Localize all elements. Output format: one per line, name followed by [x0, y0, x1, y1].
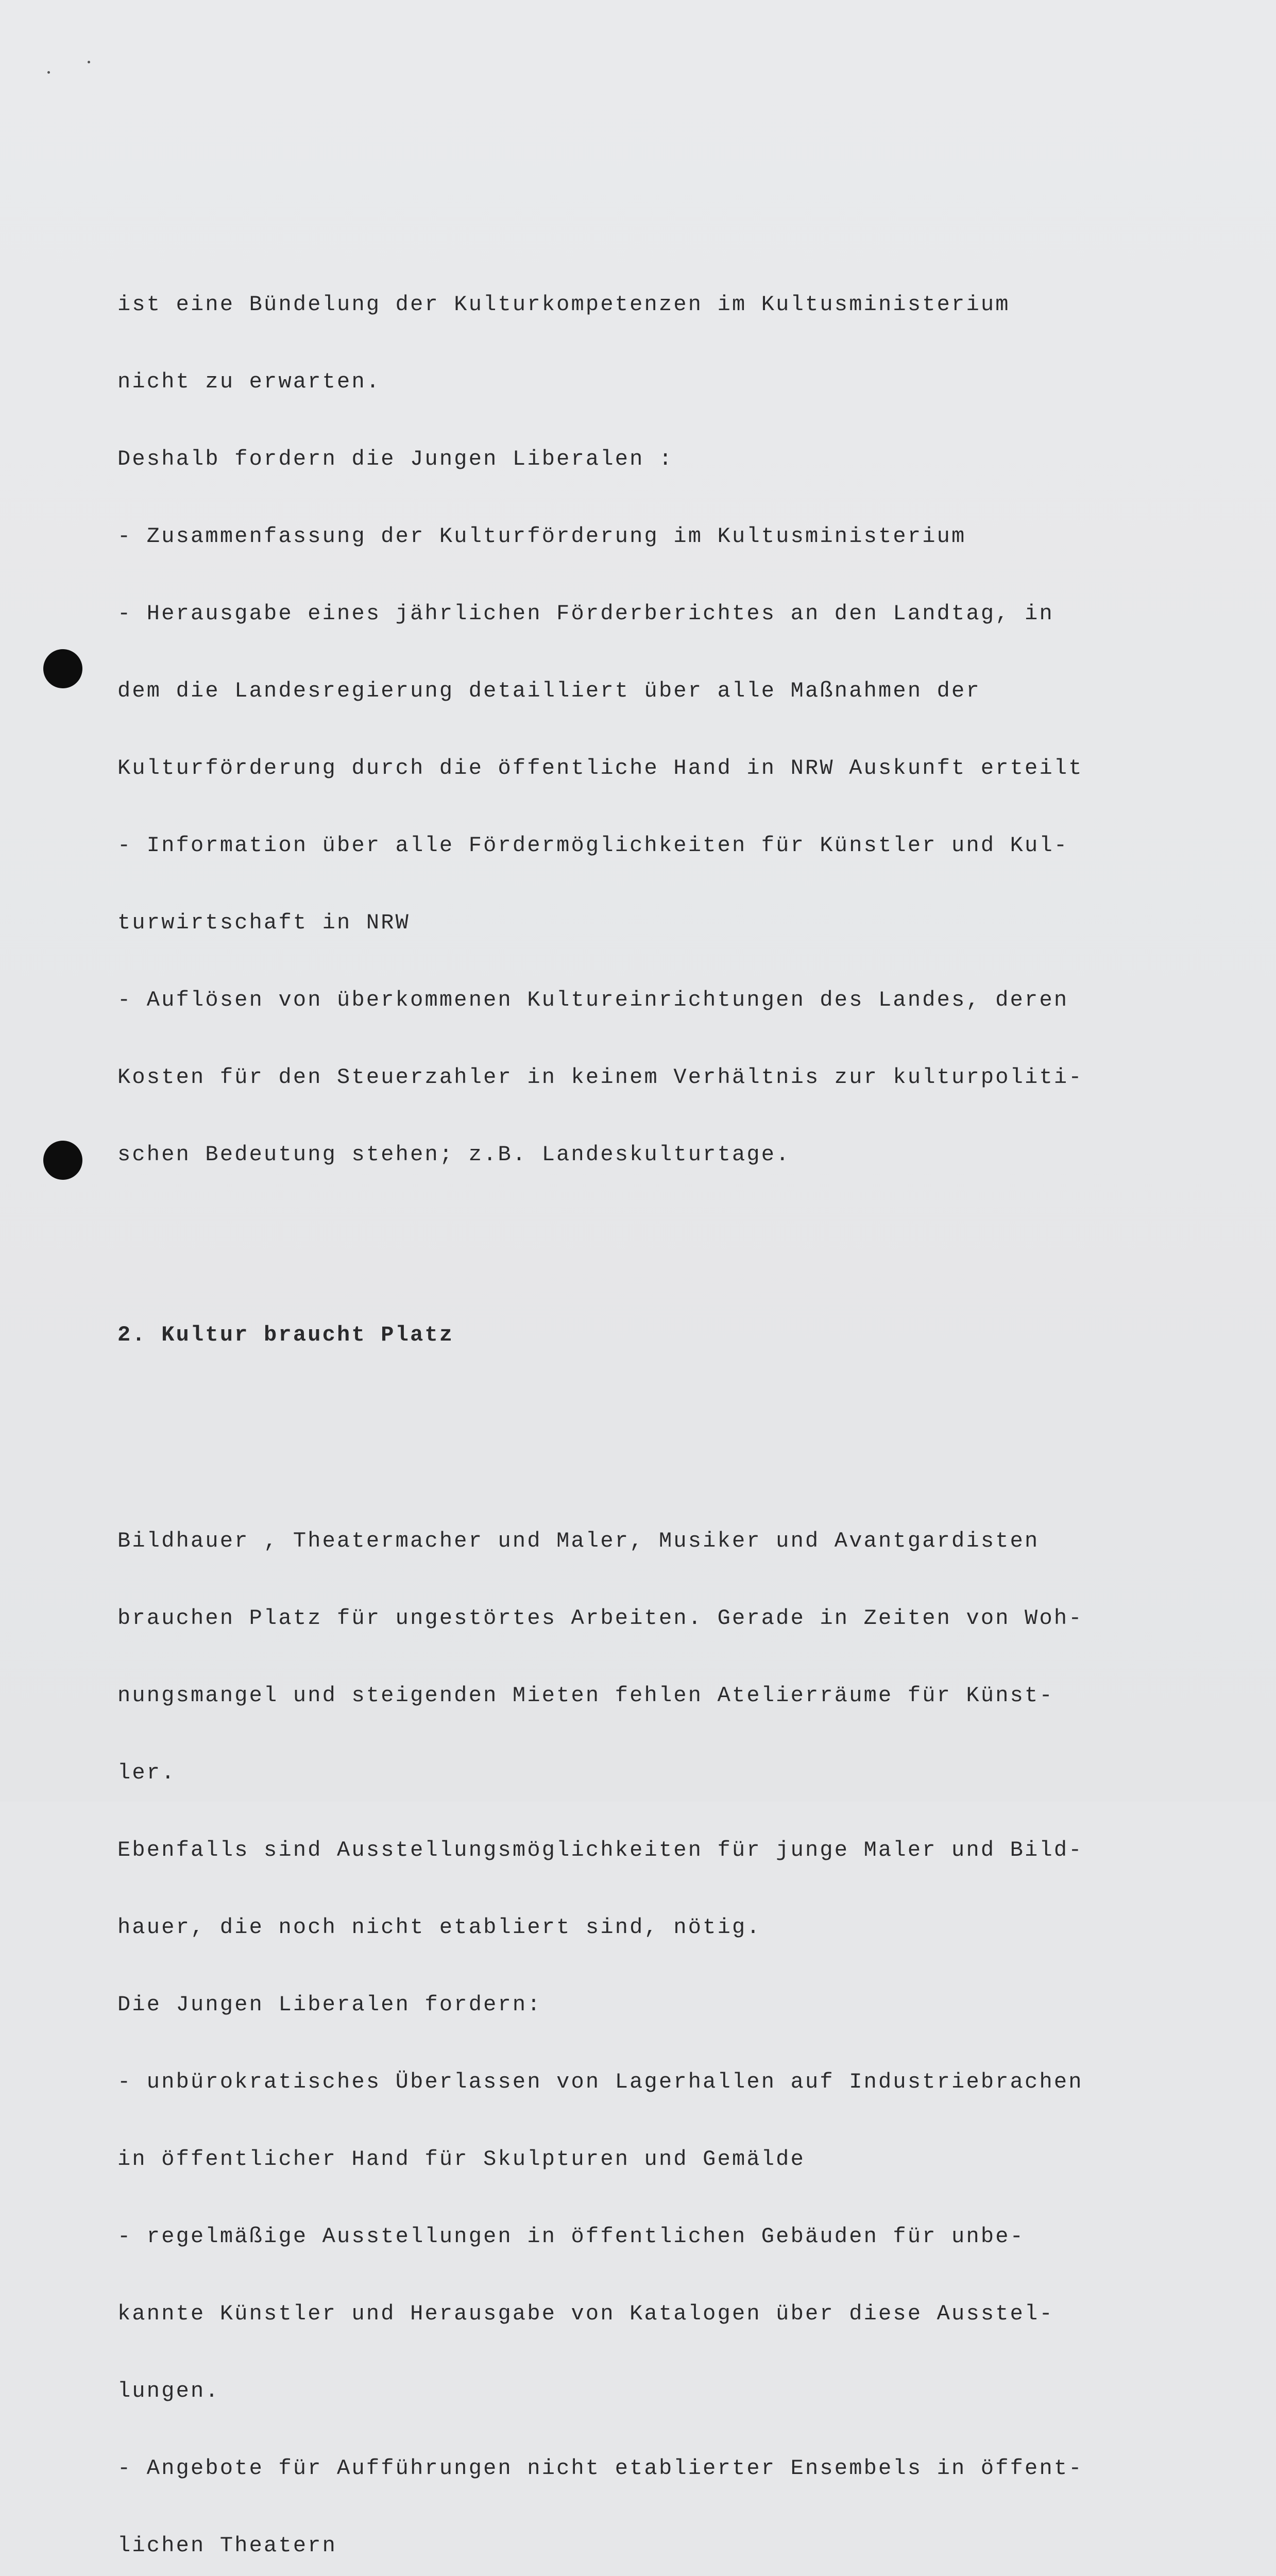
- list-item: - Herausgabe eines jährlichen Förderberichtes an den Landtag, in: [117, 601, 1054, 626]
- text-line: Kosten für den Steuerzahler in keinem Verhältnis zur kulturpoliti-: [117, 1065, 1083, 1090]
- text-line: Ebenfalls sind Ausstellungsmöglichkeiten für junge Maler und Bild-: [117, 1838, 1083, 1862]
- document-body: [117, 214, 1168, 2576]
- punch-hole-top: [43, 649, 82, 688]
- paper-speck: [47, 71, 50, 74]
- text-line: Deshalb fordern die Jungen Liberalen :: [117, 447, 674, 471]
- text-line: nicht zu erwarten.: [117, 369, 381, 394]
- text-line: nungsmangel und steigenden Mieten fehlen Atelierräume für Künst-: [117, 1683, 1054, 1708]
- list-item: - Zusammenfassung der Kulturförderung im Kultusministerium: [117, 524, 966, 549]
- text-line: Kulturförderung durch die öffentliche Hand in NRW Auskunft erteilt: [117, 756, 1083, 781]
- text-line: turwirtschaft in NRW: [117, 910, 411, 935]
- section-heading-platz: 2. Kultur braucht Platz: [117, 1323, 454, 1347]
- text-line: dem die Landesregierung detailliert über alle Maßnahmen der: [117, 679, 981, 703]
- text-line: Bildhauer , Theatermacher und Maler, Musiker und Avantgardisten: [117, 1529, 1040, 1553]
- text-line: ist eine Bündelung der Kulturkompetenzen im Kultusministerium: [117, 292, 1010, 317]
- list-item: - unbürokratisches Überlassen von Lagerhallen auf Industriebrachen: [117, 2070, 1083, 2094]
- text-line: lungen.: [117, 2379, 220, 2403]
- list-item: - Information über alle Fördermöglichkeiten für Künstler und Kul-: [117, 833, 1069, 858]
- text-line: kannte Künstler und Herausgabe von Katalogen über diese Ausstel-: [117, 2301, 1054, 2326]
- list-item: - regelmäßige Ausstellungen in öffentlichen Gebäuden für unbe-: [117, 2224, 1025, 2249]
- punch-hole-bottom: [43, 1141, 82, 1180]
- paper-speck: [88, 61, 90, 63]
- text-line: hauer, die noch nicht etabliert sind, nötig.: [117, 1915, 761, 1940]
- list-item: - Angebote für Aufführungen nicht etablierter Ensembels in öffent-: [117, 2456, 1083, 2481]
- list-item: - Auflösen von überkommenen Kultureinrichtungen des Landes, deren: [117, 988, 1069, 1012]
- text-line: in öffentlicher Hand für Skulpturen und Gemälde: [117, 2147, 805, 2172]
- text-line: brauchen Platz für ungestörtes Arbeiten. Gerade in Zeiten von Woh-: [117, 1606, 1083, 1631]
- text-line: Die Jungen Liberalen fordern:: [117, 1992, 542, 2017]
- text-line: ler.: [117, 1760, 176, 1785]
- text-line: lichen Theatern: [117, 2533, 337, 2558]
- text-line: schen Bedeutung stehen; z.B. Landeskulturtage.: [117, 1142, 791, 1167]
